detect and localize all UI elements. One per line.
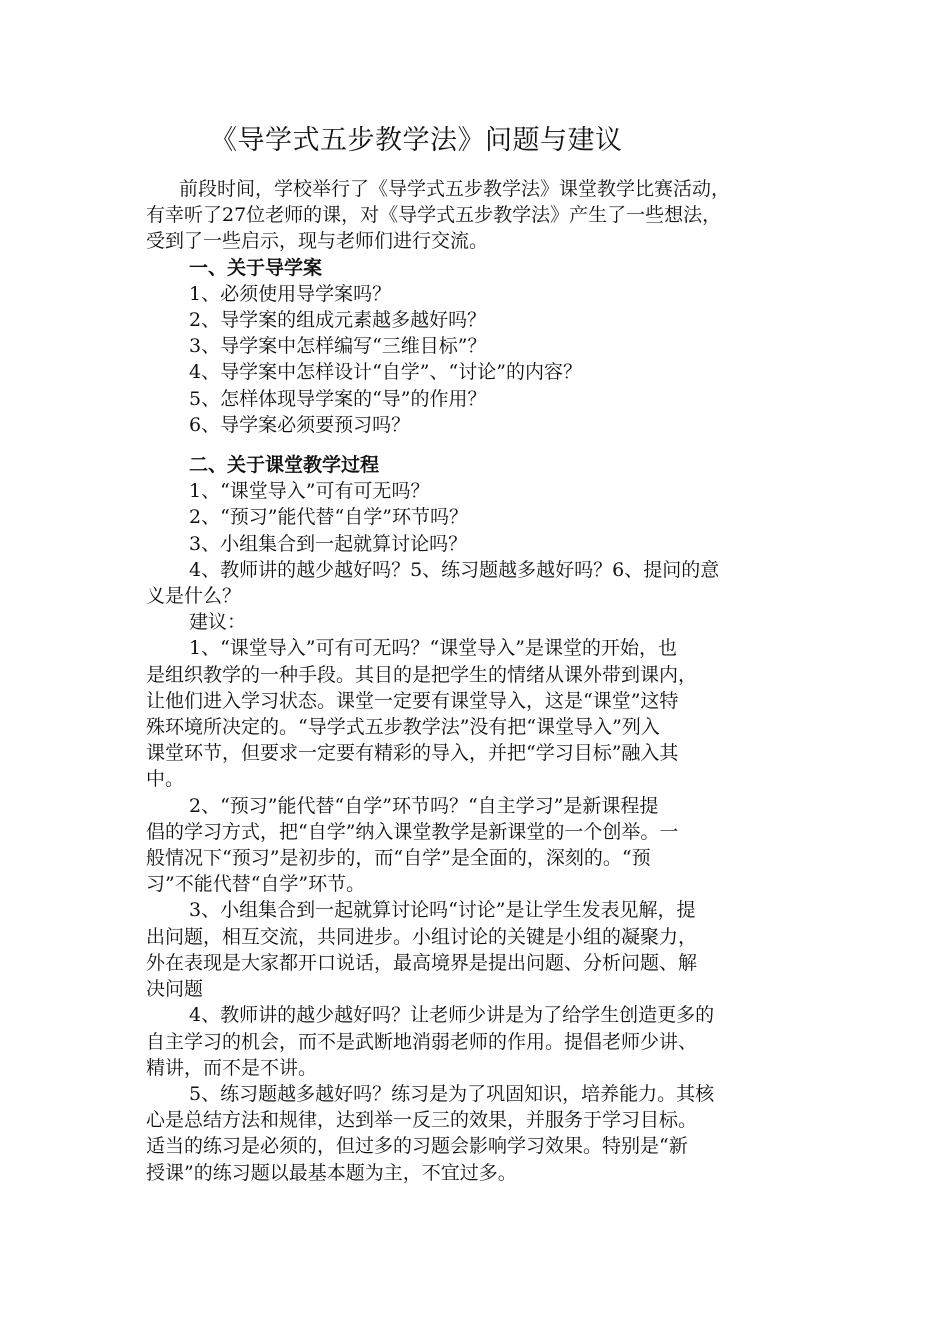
suggestions-label: 建议： [189,611,247,634]
question-item: 4、导学案中怎样设计“自学”、“讨论”的内容？ [189,361,582,384]
section-classroom-process [146,452,810,609]
section-guide-plan [146,255,810,438]
text-line: 决问题 [146,978,204,1001]
text-line: 课堂环节，但要求一定要有精彩的导入，并把“学习目标”融入其 [146,742,679,765]
question-item: 4、教师讲的越少越好吗？5、练习题越多越好吗？6、提问的意 [189,558,720,581]
text-line: 倡的学习方式，把“自学”纳入课堂教学是新课堂的一个创举。一 [146,820,679,843]
question-item: 3、导学案中怎样编写“三维目标”？ [189,335,487,358]
text-line: 精讲，而不是不讲。 [146,1056,318,1079]
text-line: 1、“课堂导入”可有可无吗？“课堂导入”是课堂的开始，也 [189,637,677,660]
question-item: 2、导学案的组成元素越多越好吗？ [189,309,487,332]
text-line: 外在表现是大家都开口说话，最高境界是提出问题、分析问题、解 [146,951,698,974]
question-item-continued: 义是什么？ [146,585,242,608]
text-line: 受到了一些启示，现与老师们进行交流。 [146,230,489,253]
text-line: 3、小组集合到一起就算讨论吗“讨论”是让学生发表见解，提 [189,899,696,922]
section-spacer [146,438,810,452]
text-line: 出问题，相互交流，共同进步。小组讨论的关键是小组的凝聚力， [146,925,698,948]
question-item: 6、导学案必须要预习吗？ [189,413,411,436]
suggestion-paragraph [146,635,810,792]
suggestion-paragraph [146,1081,810,1186]
text-line: 授课”的练习题以最基本题为主，不宜过多。 [146,1161,517,1184]
page-title: 《导学式五步教学法》问题与建议 [210,125,623,156]
suggestion-paragraph [146,793,810,898]
text-line: 习”不能代替“自学”环节。 [146,873,366,896]
text-line: 有幸听了27位老师的课，对《导学式五步教学法》产生了一些想法， [146,204,722,227]
section-heading: 二、关于课堂教学过程 [189,454,380,477]
text-line: 5、练习题越多越好吗？练习是为了巩固知识，培养能力。其核 [189,1082,715,1105]
text-line: 前段时间，学校举行了《导学式五步教学法》课堂教学比赛活动， [179,178,731,200]
intro-paragraph [146,176,810,255]
text-line: 2、“预习”能代替“自学”环节吗？“自主学习”是新课程提 [189,794,659,817]
text-line: 殊环境所决定的。“导学式五步教学法”没有把“课堂导入”列入 [146,716,660,739]
text-line: 适当的练习是必须的，但过多的习题会影响学习效果。特别是“新 [146,1135,688,1158]
question-item: 5、怎样体现导学案的“导”的作用？ [189,387,487,410]
question-item: 1、“课堂导入”可有可无吗？ [189,480,430,503]
text-line: 4、教师讲的越少越好吗？让老师少讲是为了给学生创造更多的 [189,1004,715,1027]
document-body [146,176,810,1186]
suggestion-paragraph [146,897,810,1002]
text-line: 让他们进入学习状态。课堂一定要有课堂导入，这是“课堂”这特 [146,689,679,712]
question-item: 1、必须使用导学案吗？ [189,282,392,305]
text-line: 心是总结方法和规律，达到举一反三的效果，并服务于学习目标。 [146,1109,698,1132]
text-line: 自主学习的机会，而不是武断地消弱老师的作用。提倡老师少讲、 [146,1030,698,1053]
section-heading: 一、关于导学案 [189,256,323,279]
question-item: 3、小组集合到一起就算讨论吗？ [189,532,468,555]
text-line: 中。 [146,768,185,791]
text-line: 般情况下“预习”是初步的，而“自学”是全面的，深刻的。“预 [146,847,651,870]
suggestions-section [146,609,810,1185]
text-line: 是组织教学的一种手段。其目的是把学生的情绪从课外带到课内， [146,663,698,686]
question-item: 2、“预习”能代替“自学”环节吗？ [189,506,468,529]
suggestion-paragraph [146,1002,810,1081]
